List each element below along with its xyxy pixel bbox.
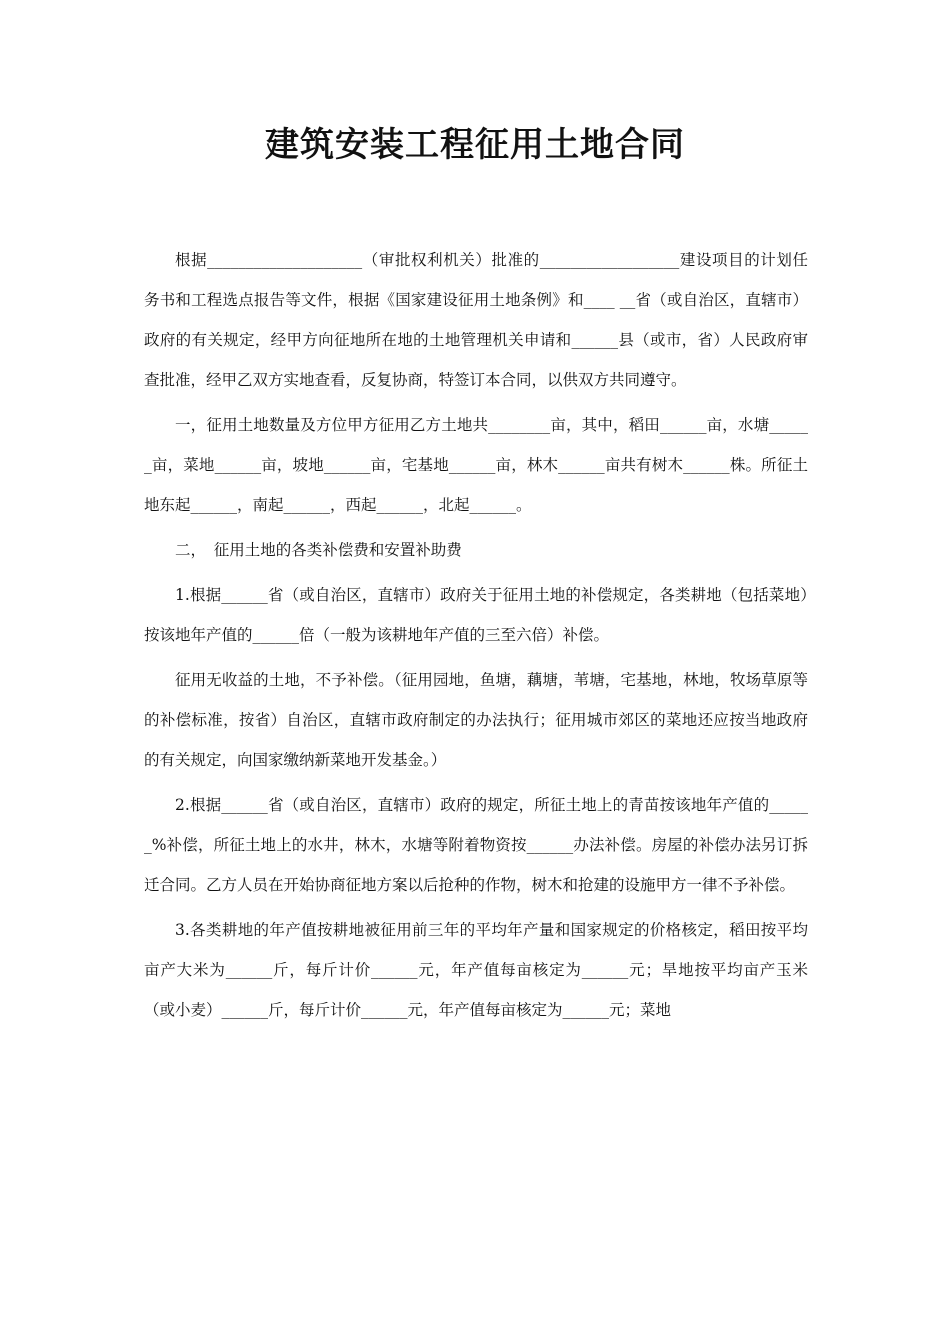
paragraph-clause-2-2: 2.根据______省（或自治区，直辖市）政府的规定，所征土地上的青苗按该地年产值的______%补偿，所征土地上的水井，林木，水塘等附着物资按______办法补偿。房屋的补偿办法另订拆迁合同。乙方人员在开始协商征地方案以后抢种的作物，树木和抢建的设施甲方一律不予补偿。 [144, 796, 808, 894]
paragraph-clause-2-3: 3.各类耕地的年产值按耕地被征用前三年的平均年产量和国家规定的价格核定，稻田按平均亩产大米为______斤，每斤计价______元，年产值每亩核定为______元；旱地按平均亩产玉米（或小麦）______斤，每斤计价______元，年产值每亩核定为______元；菜地 [144, 921, 808, 1019]
paragraph-section-1-land-quantity: 一，征用土地数量及方位甲方征用乙方土地共________亩，其中，稻田______亩，水塘______亩，菜地______亩，坡地______亩，宅基地______亩，林木______亩共有树木______株。所征土地东起______，南起______，西起______，北起______。 [144, 416, 808, 514]
paragraph-clause-2-1-note: 征用无收益的土地，不予补偿。（征用园地，鱼塘，藕塘，苇塘，宅基地，林地，牧场草原等的补偿标准，按省）自治区，直辖市政府制定的办法执行；征用城市郊区的菜地还应按当地政府的有关规定，向国家缴纳新菜地开发基金。） [144, 671, 808, 769]
paragraph-clause-2-1: 1.根据______省（或自治区，直辖市）政府关于征用土地的补偿规定，各类耕地（包括菜地）按该地年产值的______倍（一般为该耕地年产值的三至六倍）补偿。 [144, 586, 808, 644]
document-title: 建筑安装工程征用土地合同 [265, 125, 685, 165]
contract-body [144, 240, 808, 1035]
paragraph-preamble: 根据____________________（审批权利机关）批准的__________________建设项目的计划任务书和工程选点报告等文件，根据《国家建设征用土地条例》和____ __省（或自治区，直辖市）政府的有关规定，经甲方向征地所在地的土地管理机关申请和______县（或市，省）人民政府审查批准，经甲乙双方实地查看，反复协商，特签订本合同，以供双方共同遵守。 [144, 251, 808, 389]
paragraph-section-2-heading: 二， 征用土地的各类补偿费和安置补助费 [175, 541, 462, 559]
